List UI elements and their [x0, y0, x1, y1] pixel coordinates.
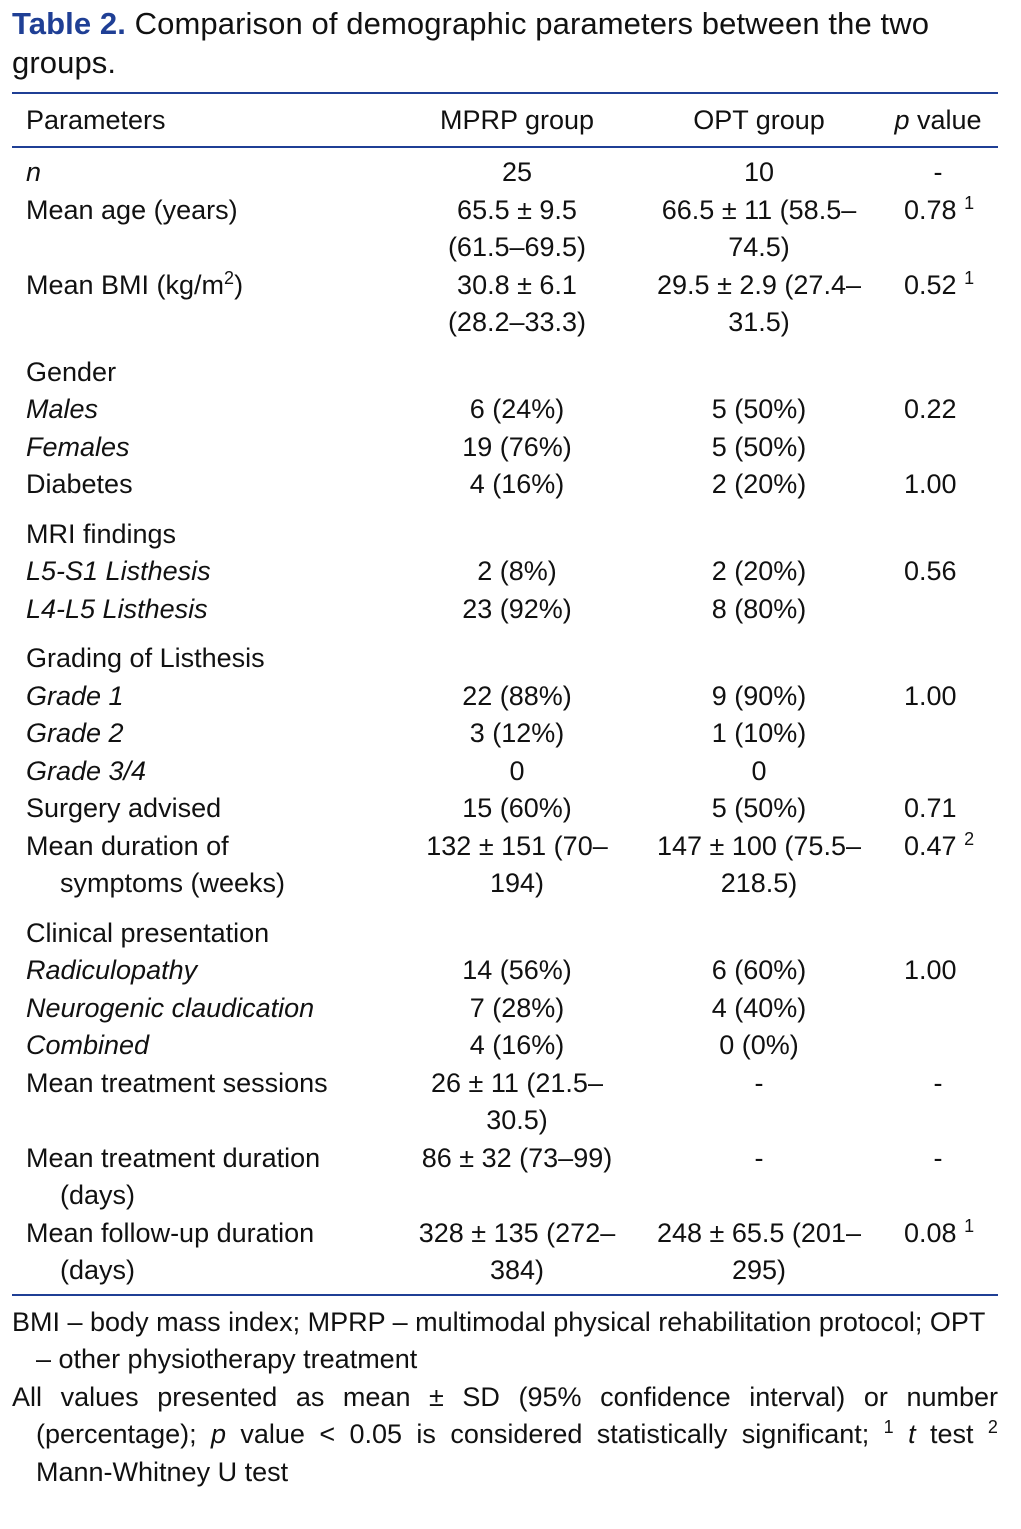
param-name: Males [26, 394, 99, 424]
header-mprp: MPRP group [439, 104, 595, 135]
p-cell [878, 828, 998, 903]
section-heading: MRI findings [26, 518, 177, 549]
table-row [12, 504, 998, 554]
table-row [12, 753, 998, 791]
p-cell: 0.22 [904, 394, 957, 424]
mprp-cell: 6 (24%) [469, 394, 565, 424]
opt-cell: 5 (50%) [711, 394, 807, 424]
param-name [12, 1215, 394, 1294]
opt-line: 147 ± 100 (75.5– [657, 830, 861, 861]
param-name [12, 267, 394, 342]
header-row [12, 94, 998, 146]
param-name [12, 1140, 394, 1215]
table-row [12, 903, 998, 953]
p-footnote: 2 [964, 828, 975, 849]
note-text: value < 0.05 is considered statistically significant; [240, 1419, 870, 1449]
opt-cell: 4 (40%) [711, 992, 807, 1023]
opt-cell: 2 (20%) [711, 469, 807, 499]
param-name: Mean treatment sessions [26, 1067, 328, 1098]
param-name: Combined [26, 1030, 150, 1060]
mprp-cell: 14 (56%) [462, 955, 572, 985]
param-text: Mean BMI (kg/m [26, 269, 225, 300]
mprp-line: (61.5–69.5) [447, 232, 587, 262]
table-row [12, 342, 998, 392]
mprp-cell [394, 192, 640, 267]
mprp-cell: 23 (92%) [462, 593, 572, 624]
abbreviations-note: BMI – body mass index; MPRP – multimodal physical rehabilitation protocol; OPT – other physiotherapy treatment [12, 1306, 985, 1374]
table-row [12, 990, 998, 1028]
p-cell: 0.56 [904, 556, 957, 586]
param-name: n [26, 157, 42, 187]
mprp-line: 65.5 ± 9.5 [457, 194, 577, 225]
p-value: 0.78 [904, 194, 957, 225]
bottom-rule [12, 1294, 998, 1296]
mprp-line: 30.5) [486, 1105, 548, 1135]
param-name: Neurogenic claudication [26, 992, 315, 1023]
param-name [12, 828, 394, 903]
header-parameters: Parameters [26, 104, 166, 135]
mprp-line: (28.2–33.3) [447, 307, 587, 337]
opt-line: 29.5 ± 2.9 (27.4– [657, 269, 861, 300]
opt-line: 31.5) [728, 307, 790, 337]
mprp-line: 30.8 ± 6.1 [457, 269, 577, 300]
table-row [12, 828, 998, 903]
table-row [12, 1027, 998, 1065]
note-t-symbol: t [908, 1419, 916, 1449]
p-footnote: 1 [964, 267, 975, 288]
note-superscript: 2 [987, 1417, 998, 1437]
opt-cell: 1 (10%) [711, 718, 807, 748]
param-name: L4-L5 Listhesis [26, 593, 208, 624]
p-cell: 1.00 [904, 955, 957, 985]
table-row [12, 192, 998, 267]
param-line: Mean follow-up duration [26, 1217, 315, 1248]
mprp-cell [394, 1215, 640, 1294]
opt-line: 74.5) [728, 232, 790, 262]
opt-cell: 10 [743, 157, 775, 187]
table-row [12, 591, 998, 629]
table-row [12, 1140, 998, 1215]
mprp-cell [394, 828, 640, 903]
header-p: p [894, 104, 910, 135]
mprp-cell: 86 ± 32 (73–99) [421, 1142, 613, 1173]
opt-cell: - [754, 1067, 764, 1098]
opt-line: 295) [731, 1255, 787, 1285]
table-row [12, 553, 998, 591]
table-caption [12, 4, 998, 82]
mprp-cell: 25 [501, 157, 533, 187]
note-p-symbol: p [210, 1419, 227, 1449]
table-row [12, 628, 998, 678]
opt-cell: 5 (50%) [711, 793, 807, 823]
p-cell: - [933, 1067, 943, 1098]
table-row [12, 466, 998, 504]
mprp-line: 328 ± 135 (272– [418, 1217, 616, 1248]
p-cell [878, 192, 998, 267]
opt-cell [640, 267, 878, 342]
p-value: 0.52 [904, 269, 957, 300]
note-text: Mann-Whitney U test [36, 1456, 289, 1487]
p-value: 0.47 [904, 830, 957, 861]
table-row [12, 715, 998, 753]
section-heading: Clinical presentation [26, 917, 270, 948]
p-cell: 0.71 [904, 793, 957, 823]
table-row [12, 1215, 998, 1294]
opt-cell: 2 (20%) [711, 556, 807, 586]
param-superscript: 2 [224, 267, 235, 288]
param-name: L5-S1 Listhesis [26, 556, 211, 586]
mprp-line: 26 ± 11 (21.5– [431, 1067, 603, 1098]
param-line: (days) [60, 1180, 136, 1210]
mprp-cell [394, 267, 640, 342]
mprp-line: 132 ± 151 (70– [426, 830, 608, 861]
param-name: Radiculopathy [26, 955, 198, 985]
param-name: Surgery advised [26, 793, 222, 823]
mprp-cell: 15 (60%) [462, 793, 572, 823]
mprp-cell: 22 (88%) [462, 680, 572, 711]
param-line: symptoms (weeks) [60, 868, 286, 898]
mprp-cell: 0 [509, 755, 525, 786]
opt-cell: 8 (80%) [711, 593, 807, 624]
param-name: Mean age (years) [26, 194, 238, 225]
header-p-value [878, 94, 998, 146]
p-footnote: 1 [964, 1215, 975, 1236]
param-line: (days) [60, 1255, 136, 1285]
p-cell: 1.00 [904, 469, 957, 499]
table-row [12, 952, 998, 990]
statistics-note [12, 1379, 998, 1492]
opt-cell: 0 [751, 755, 767, 786]
opt-cell [640, 1215, 878, 1294]
opt-line: 248 ± 65.5 (201– [657, 1217, 861, 1248]
mprp-line: 384) [489, 1255, 545, 1285]
p-footnote: 1 [964, 192, 975, 213]
param-name: Grade 2 [26, 718, 124, 748]
table-row [12, 391, 998, 429]
note-superscript: 1 [883, 1417, 894, 1437]
opt-cell: 5 (50%) [711, 431, 807, 462]
table-row [12, 429, 998, 467]
param-name: Grade 1 [26, 680, 124, 711]
opt-cell: 6 (60%) [711, 955, 807, 985]
opt-cell [640, 828, 878, 903]
table-row [12, 267, 998, 342]
header-value: value [917, 104, 982, 135]
opt-cell [640, 192, 878, 267]
opt-line: 66.5 ± 11 (58.5– [661, 194, 857, 225]
section-heading: Gender [26, 356, 117, 387]
param-line: Mean duration of [26, 830, 229, 861]
param-line: Mean treatment duration [26, 1142, 321, 1173]
p-value: 0.08 [904, 1217, 957, 1248]
table-footnotes [12, 1304, 998, 1492]
table-label: Table 2. [12, 6, 126, 41]
table-row [12, 678, 998, 716]
opt-line: 218.5) [720, 868, 798, 898]
table-row [12, 1065, 998, 1140]
section-heading: Grading of Listhesis [26, 643, 265, 673]
data-table [12, 94, 998, 1294]
table-figure [12, 0, 998, 1491]
opt-cell: - [754, 1142, 764, 1173]
note-text: All values presented as mean ± SD (95% confidence interval) or number (percentage); [12, 1381, 998, 1449]
opt-cell: 0 (0%) [719, 1030, 799, 1060]
mprp-cell [394, 1065, 640, 1140]
p-cell [878, 267, 998, 342]
param-name: Grade 3/4 [26, 755, 147, 786]
param-name: Females [26, 431, 130, 462]
header-opt: OPT group [693, 104, 825, 135]
p-cell: 1.00 [904, 680, 957, 711]
mprp-cell: 4 (16%) [469, 1030, 565, 1060]
opt-cell: 9 (90%) [711, 680, 807, 711]
mprp-line: 194) [489, 868, 545, 898]
mprp-cell: 2 (8%) [477, 556, 557, 586]
mprp-cell: 4 (16%) [469, 469, 565, 499]
table-row [12, 148, 998, 192]
p-cell: - [933, 157, 943, 187]
param-name: Diabetes [26, 469, 133, 499]
param-text: ) [234, 269, 244, 300]
table-row [12, 790, 998, 828]
p-cell: - [933, 1142, 943, 1173]
p-cell [878, 1215, 998, 1294]
mprp-cell: 3 (12%) [469, 718, 565, 748]
mprp-cell: 7 (28%) [469, 992, 565, 1023]
table-title: Comparison of demographic parameters between the two groups. [12, 6, 930, 80]
note-text: test [929, 1419, 974, 1449]
mprp-cell: 19 (76%) [462, 431, 572, 462]
